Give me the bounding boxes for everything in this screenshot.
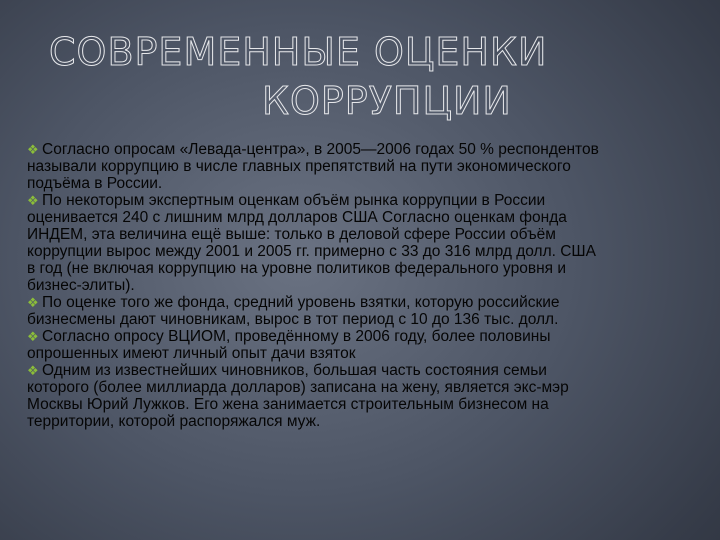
diamond-bullet-icon: ❖	[27, 142, 39, 157]
bullet-item	[27, 328, 603, 362]
bullet-text: Согласно опросам «Левада-центра», в 2005—2006 годах 50 % респондентов называли коррупцию в числе главных препятствий на пути экономического подъёма в России.	[27, 141, 599, 192]
diamond-bullet-icon: ❖	[27, 329, 39, 344]
title-line-2: КОРРУПЦИИ	[262, 79, 512, 123]
bullet-text: По некоторым экспертным оценкам объём рынка коррупции в России оценивается 240 с лишним млрд долларов США Согласно оценкам фонда ИНДЕМ, эта величина ещё выше: только в деловой сфере России объём коррупции вырос между 2001 и 2005 гг. примерно с 33 до 316 млрд долл. США в год (не включая коррупцию на уровне политиков федерального уровня и бизнес-элиты).	[27, 192, 596, 294]
slide-title	[0, 28, 720, 128]
bullet-item	[27, 294, 603, 328]
bullet-list	[27, 141, 603, 430]
title-line-1: СОВРЕМЕННЫЕ ОЦЕНКИ	[49, 30, 548, 74]
diamond-bullet-icon: ❖	[27, 193, 39, 208]
diamond-bullet-icon: ❖	[27, 363, 39, 378]
bullet-item	[27, 141, 603, 192]
bullet-text: Согласно опросу ВЦИОМ, проведённому в 2006 году, более половины опрошенных имеют личный опыт дачи взяток	[27, 328, 551, 362]
bullet-item	[27, 362, 603, 430]
bullet-text: Одним из известнейших чиновников, большая часть состояния семьи которого (более миллиарда долларов) записана на жену, является экс-мэр Москвы Юрий Лужков. Его жена занимается строительным бизнесом на территории, которой распоряжался муж.	[27, 362, 569, 430]
bullet-item	[27, 192, 603, 294]
bullet-text: По оценке того же фонда, средний уровень взятки, которую российские бизнесмены дают чиновникам, вырос в тот период с 10 до 136 тыс. долл.	[27, 294, 560, 328]
diamond-bullet-icon: ❖	[27, 295, 39, 310]
